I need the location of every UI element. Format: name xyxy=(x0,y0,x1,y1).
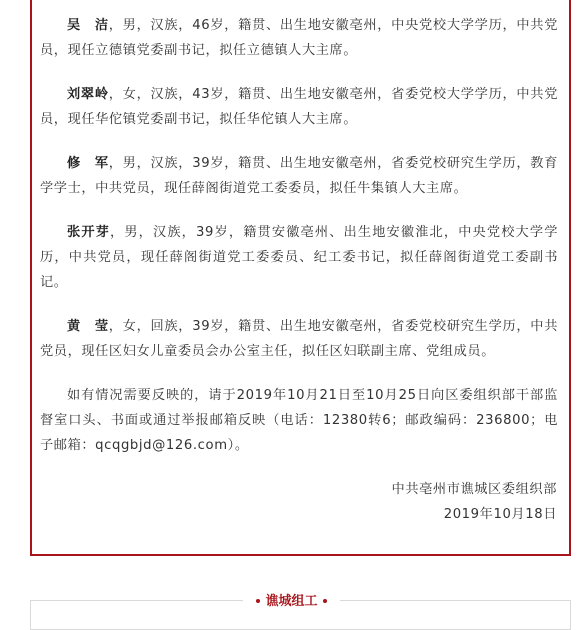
dot-icon xyxy=(256,599,260,603)
candidate-details: ，男，汉族，39岁，籍贯安徽亳州、出生地安徽淮北，中央党校大学学历，中共党员，现任薛阁街道党工委委员、纪工委书记，拟任薛阁街道党工委副书记。 xyxy=(40,225,558,290)
candidate-name: 黄 莹 xyxy=(67,319,109,334)
footer-brand xyxy=(0,590,583,612)
candidate-paragraph xyxy=(40,13,558,63)
contact-paragraph: 如有情况需要反映的，请于2019年10月21日至10月25日向区委组织部干部监督室口头、书面或通过举报邮箱反映（电话：12380转6；邮政编码：236800；电子邮箱：qcqgbjd@126.com）。 xyxy=(40,388,558,453)
candidate-paragraph xyxy=(40,314,558,364)
candidate-name: 刘翠岭 xyxy=(67,87,109,102)
signature-block xyxy=(392,477,557,527)
brand-label: 谯城组工 xyxy=(265,594,318,609)
dot-icon xyxy=(323,599,327,603)
candidate-details: ，女，汉族，43岁，籍贯、出生地安徽亳州，省委党校大学学历，中共党员，现任华佗镇党委副书记，拟任华佗镇人大主席。 xyxy=(40,87,559,127)
signature-date: 2019年10月18日 xyxy=(443,507,557,522)
candidate-details: ，男，汉族，46岁，籍贯、出生地安徽亳州，中央党校大学学历，中共党员，现任立德镇党委副书记，拟任立德镇人大主席。 xyxy=(40,18,559,58)
candidate-details: ，女，回族，39岁，籍贯、出生地安徽亳州，省委党校研究生学历，中共党员，现任区妇女儿童委员会办公室主任，拟任区妇联副主席、党组成员。 xyxy=(40,319,559,359)
candidate-name: 张开芽 xyxy=(67,225,110,240)
candidate-details: ，男，汉族，39岁，籍贯、出生地安徽亳州，省委党校研究生学历，教育学学士，中共党员，现任薛阁街道党工委委员，拟任牛集镇人大主席。 xyxy=(40,156,559,196)
signature-org: 中共亳州市谯城区委组织部 xyxy=(391,482,557,497)
candidate-name: 修 军 xyxy=(67,156,109,171)
brand-label-wrap xyxy=(243,591,339,613)
candidate-paragraph xyxy=(40,151,558,201)
candidate-name: 吴 洁 xyxy=(67,18,109,33)
notice-content xyxy=(40,13,558,477)
candidate-paragraph xyxy=(40,220,558,295)
candidate-paragraph xyxy=(40,82,558,132)
